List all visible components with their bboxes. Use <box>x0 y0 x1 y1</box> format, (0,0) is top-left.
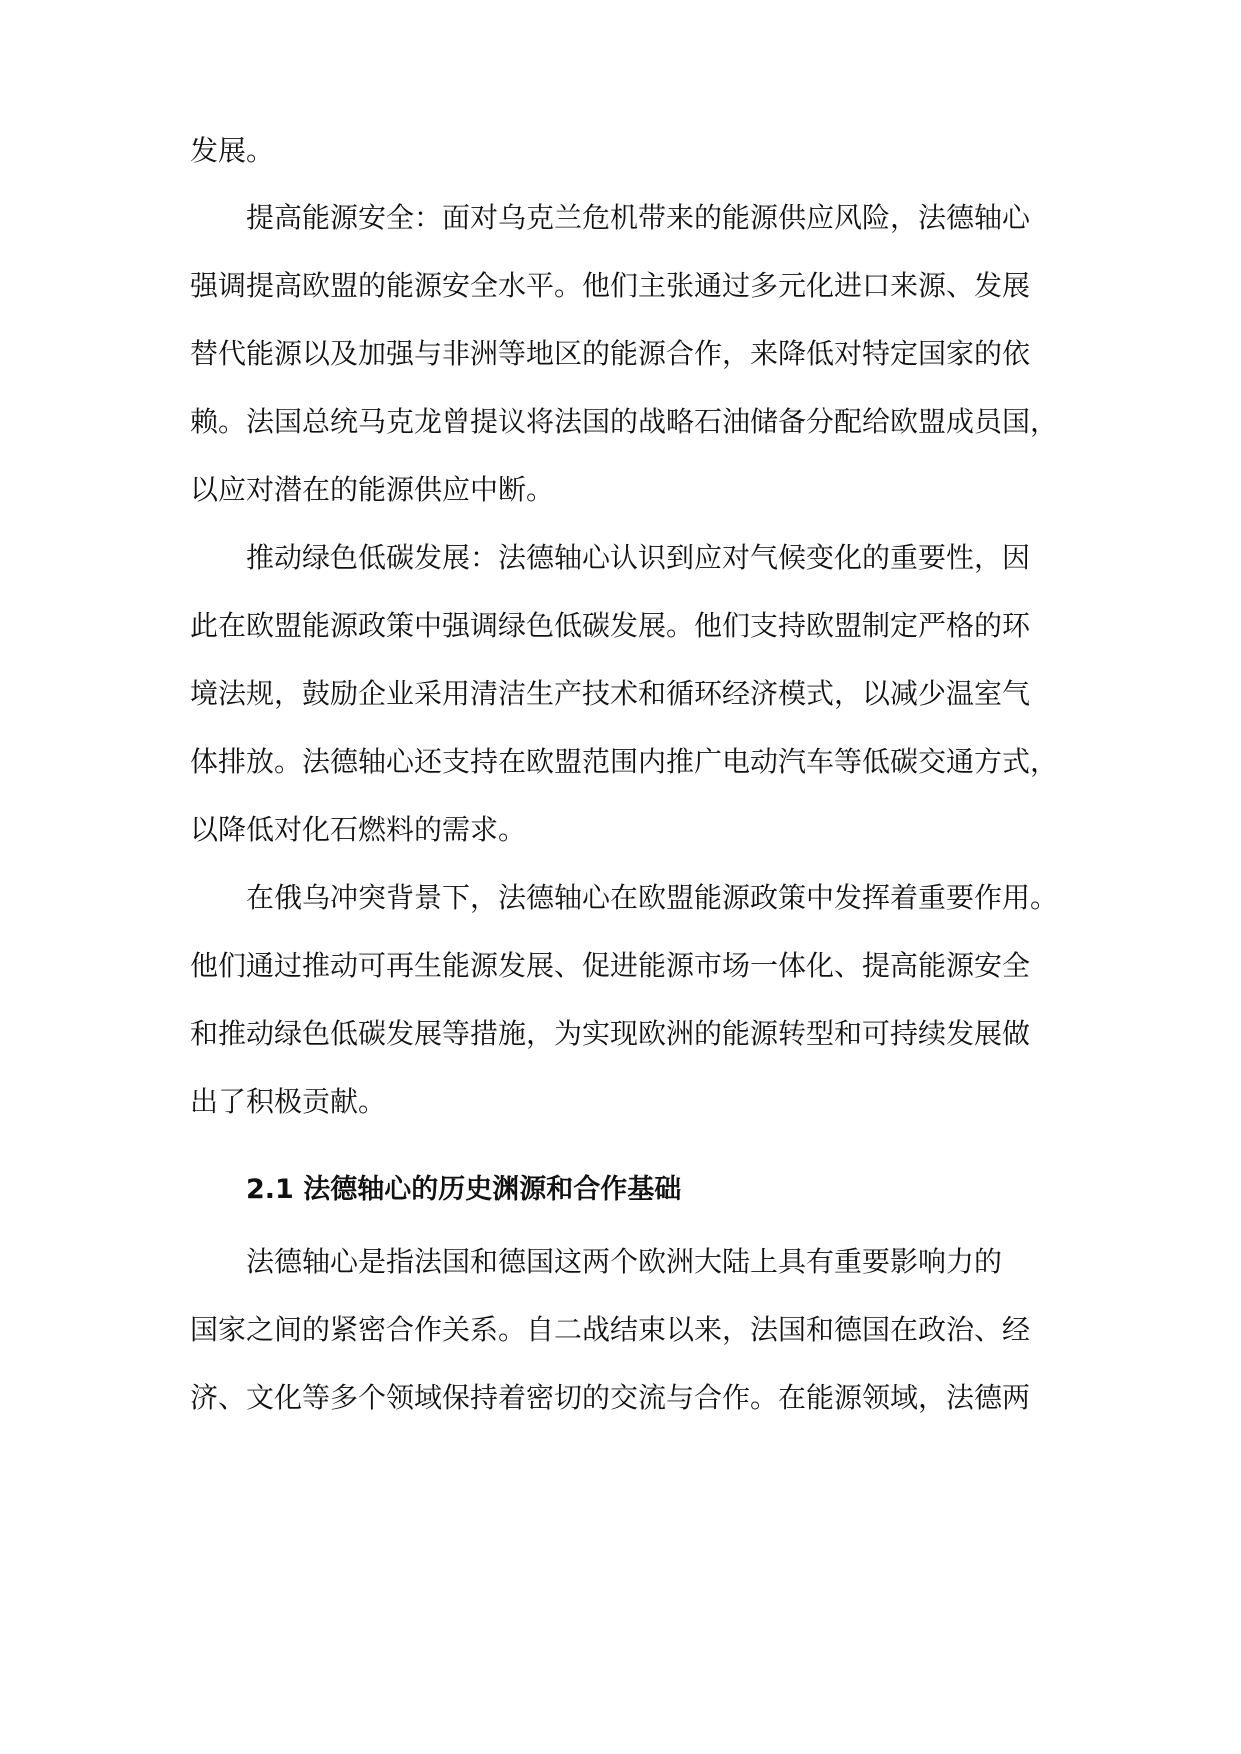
paragraph-line: 在俄乌冲突背景下，法德轴心在欧盟能源政策中发挥着重要作用。 <box>246 881 1059 914</box>
paragraph-line: 强调提高欧盟的能源安全水平。他们主张通过多元化进口来源、发展 <box>190 269 1031 302</box>
paragraph-line: 国家之间的紧密合作关系。自二战结束以来，法国和德国在政治、经 <box>190 1313 1031 1346</box>
paragraph-line: 法德轴心是指法国和德国这两个欧洲大陆上具有重要影响力的 <box>246 1245 1003 1278</box>
paragraph-line: 境法规，鼓励企业采用清洁生产技术和循环经济模式，以减少温室气 <box>190 677 1031 710</box>
paragraph-line: 提高能源安全：面对乌克兰危机带来的能源供应风险，法德轴心 <box>246 201 1031 234</box>
paragraph-line: 以应对潜在的能源供应中断。 <box>190 473 555 506</box>
paragraph-line: 推动绿色低碳发展：法德轴心认识到应对气候变化的重要性，因 <box>246 541 1031 574</box>
paragraph-line: 以降低对化石燃料的需求。 <box>190 813 527 846</box>
paragraph-line: 此在欧盟能源政策中强调绿色低碳发展。他们支持欧盟制定严格的环 <box>190 609 1031 642</box>
paragraph-line: 赖。法国总统马克龙曾提议将法国的战略石油储备分配给欧盟成员国， <box>190 405 1059 438</box>
paragraph-line: 出了积极贡献。 <box>190 1085 387 1118</box>
paragraph-line: 他们通过推动可再生能源发展、促进能源市场一体化、提高能源安全 <box>190 949 1031 982</box>
paragraph-line: 和推动绿色低碳发展等措施，为实现欧洲的能源转型和可持续发展做 <box>190 1017 1031 1050</box>
section-heading: 2.1 法德轴心的历史渊源和合作基础 <box>246 1174 682 1205</box>
paragraph-line: 体排放。法德轴心还支持在欧盟范围内推广电动汽车等低碳交通方式， <box>190 745 1059 778</box>
paragraph-line: 济、文化等多个领域保持着密切的交流与合作。在能源领域，法德两 <box>190 1381 1031 1414</box>
paragraph-line: 替代能源以及加强与非洲等地区的能源合作，来降低对特定国家的依 <box>190 337 1031 370</box>
paragraph-line: 发展。 <box>190 134 275 167</box>
